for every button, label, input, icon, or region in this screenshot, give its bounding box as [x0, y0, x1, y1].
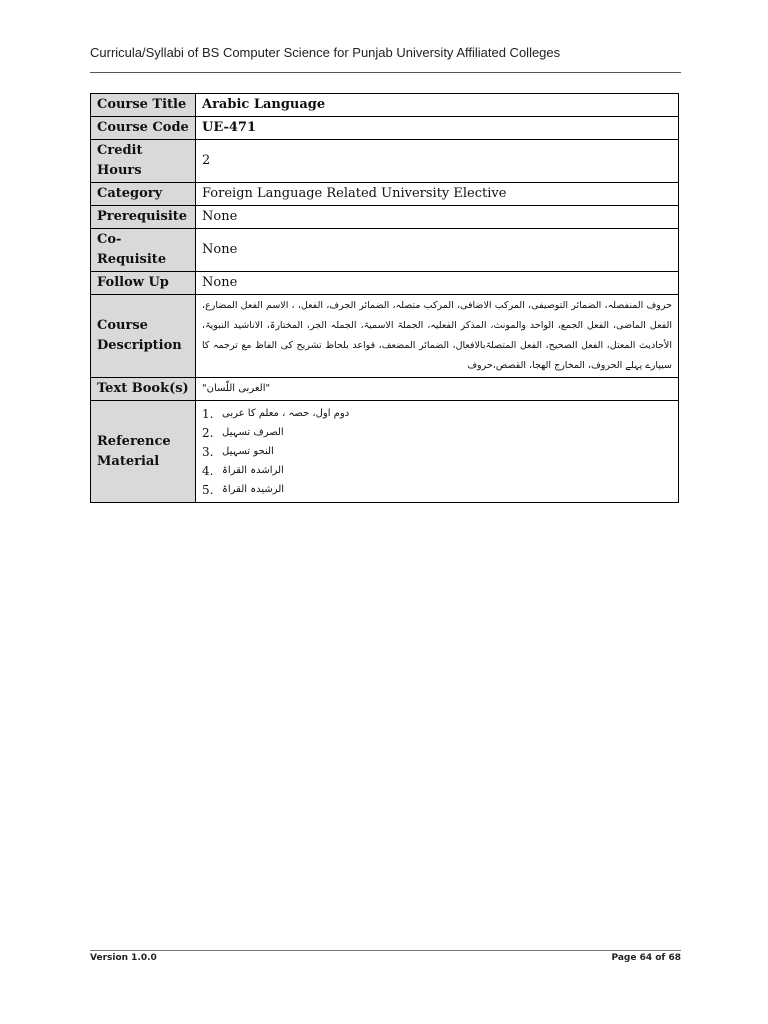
- reference-text: الراشدہ القراۃ: [222, 464, 284, 476]
- reference-text: النحو تسہیل: [222, 445, 274, 457]
- row-course-code: [91, 117, 679, 140]
- row-credit-hours: [91, 140, 679, 183]
- reference-material-label: Reference Material: [91, 401, 196, 503]
- row-prerequisite: [91, 206, 679, 229]
- reference-text: دوم اول، حصہ ، معلم کا عربی: [222, 407, 350, 419]
- follow-up-label: Follow Up: [91, 272, 196, 295]
- reference-number: 3.: [202, 444, 214, 459]
- text-books-value: [196, 378, 679, 401]
- reference-material-value: [196, 401, 679, 503]
- co-requisite-value: None: [196, 229, 679, 272]
- reference-item: [202, 404, 672, 423]
- text-books-label: Text Book(s): [91, 378, 196, 401]
- reference-number: 1.: [202, 406, 214, 421]
- reference-text: الصرف تسہیل: [222, 426, 284, 438]
- course-description-label: Course Description: [91, 295, 196, 378]
- course-code-label: Course Code: [91, 117, 196, 140]
- row-category: [91, 183, 679, 206]
- prerequisite-value: None: [196, 206, 679, 229]
- category-value: Foreign Language Related University Elective: [196, 183, 679, 206]
- co-requisite-label: Co-Requisite: [91, 229, 196, 272]
- prerequisite-label: Prerequisite: [91, 206, 196, 229]
- text-books-title: "العربی اللّسان": [202, 383, 271, 394]
- row-follow-up: [91, 272, 679, 295]
- row-course-title: [91, 94, 679, 117]
- reference-item: [202, 461, 672, 480]
- course-title-value: Arabic Language: [196, 94, 679, 117]
- reference-item: [202, 442, 672, 461]
- course-table: [90, 93, 679, 503]
- credit-hours-label: Credit Hours: [91, 140, 196, 183]
- reference-item: [202, 423, 672, 442]
- reference-number: 2.: [202, 425, 214, 440]
- page-number: Page 64 of 68: [611, 953, 681, 963]
- credit-hours-value: 2: [196, 140, 679, 183]
- category-label: Category: [91, 183, 196, 206]
- row-reference-material: [91, 401, 679, 503]
- page-header: Curricula/Syllabi of BS Computer Science for Punjab University Affiliated Colleges: [90, 45, 561, 60]
- reference-text: الرشیدہ القراۃ: [222, 483, 285, 495]
- row-text-books: [91, 378, 679, 401]
- course-code-value: UE-471: [196, 117, 679, 140]
- reference-list: [202, 404, 672, 499]
- course-title-label: Course Title: [91, 94, 196, 117]
- course-description-value: حروف المنفصلہ، الضمائر التوصیفی، المرکب الاضافی، المرکب متصلہ، الضمائر الجرف، الفعل، ، الاسم الفعل المضارع، الفعل الماضی، الفعل الجمع، الواحد والمونث، المذکر الفعلیہ، الجملۃ الاسمیۃ، الجملہ الجر، المختارۃ، الاناشید النبویۃ، الأحادیث المعتل، الفعل الصحیح، الفعل المتصلۃبالافعال، الضمائر المضعف، قواعد بلحاظ تشریح کی الفاظ مع ترجمہ کا سیپارے پہلے الحروف، المخارج الھجا، القصص،حروف: [196, 295, 679, 378]
- header-rule: [90, 72, 681, 73]
- reference-item: [202, 480, 672, 499]
- reference-number: 4.: [202, 463, 214, 478]
- row-co-requisite: [91, 229, 679, 272]
- follow-up-value: None: [196, 272, 679, 295]
- page-footer: [90, 950, 681, 963]
- row-course-description: [91, 295, 679, 378]
- version-label: Version 1.0.0: [90, 953, 157, 963]
- reference-number: 5.: [202, 482, 214, 497]
